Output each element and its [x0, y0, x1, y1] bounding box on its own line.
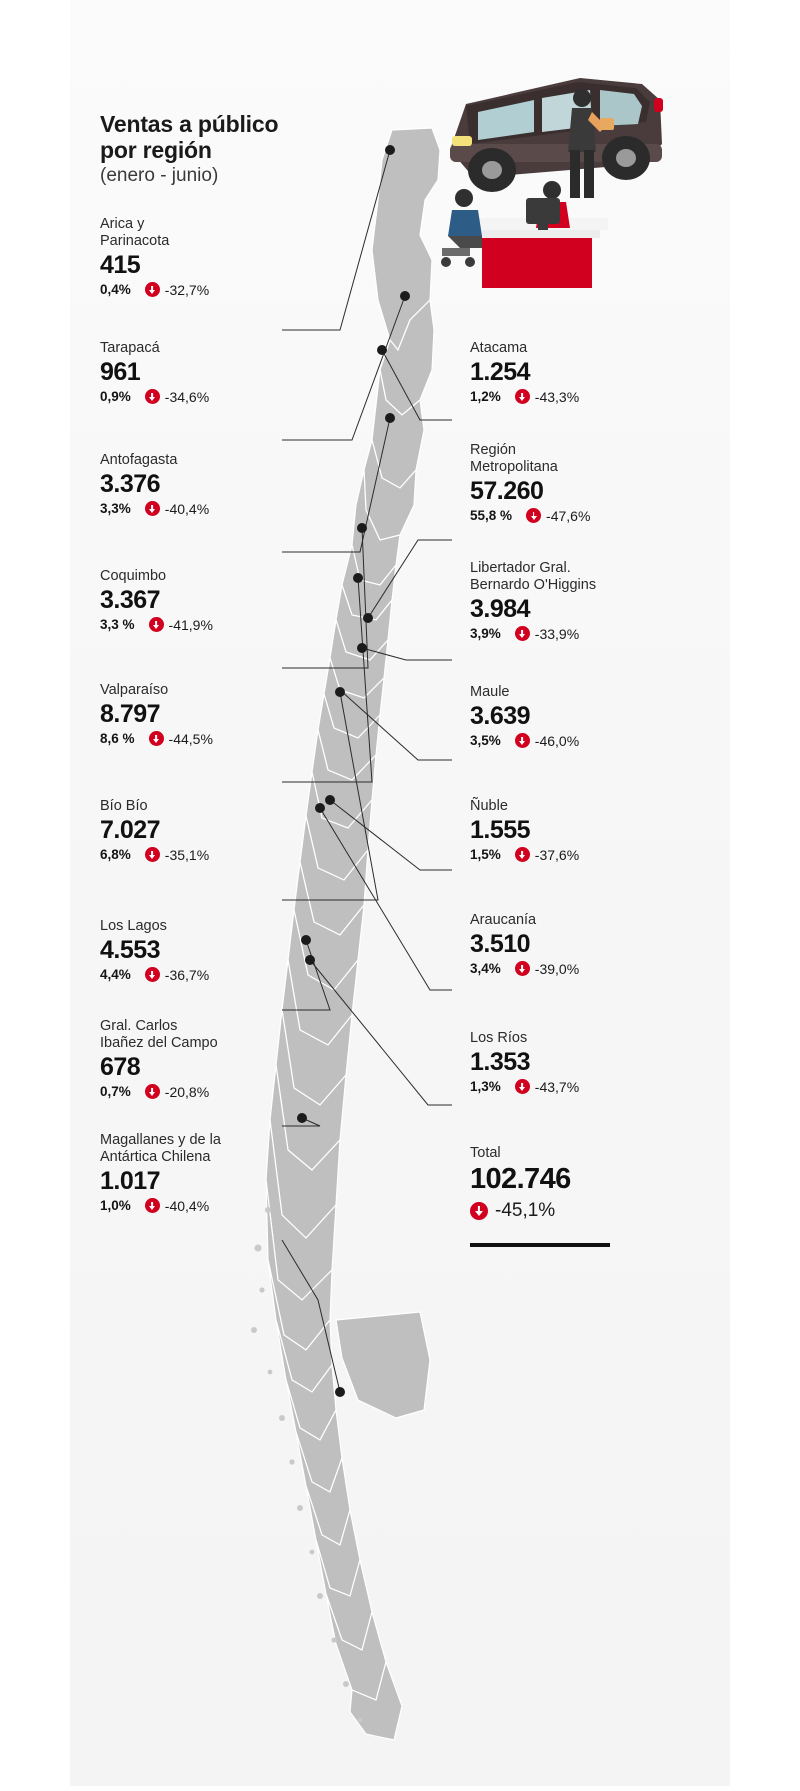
region-value: 7.027 [100, 816, 161, 845]
arrow-down-icon [145, 501, 160, 516]
region-share: 3,3 % [100, 617, 135, 633]
region-share: 1,5% [470, 847, 501, 863]
region-delta: -36,7% [164, 966, 210, 983]
region-entry-tarapaca [100, 340, 340, 405]
arrow-down-icon [515, 626, 530, 641]
region-entry-valparaiso [100, 682, 340, 747]
total-block [470, 1145, 670, 1222]
region-entry-antofagasta [100, 452, 340, 517]
region-name: Los Ríos [470, 1030, 528, 1046]
total-value: 102.746 [470, 1163, 571, 1195]
arrow-down-icon [515, 961, 530, 976]
region-delta: -41,9% [168, 616, 213, 633]
region-value: 1.017 [100, 1167, 161, 1196]
title-subtitle: (enero - junio) [100, 164, 219, 186]
arrow-down-icon [515, 389, 530, 404]
region-value: 961 [100, 358, 141, 387]
region-value: 415 [100, 251, 141, 280]
region-name-line2: Antártica Chilena [100, 1149, 211, 1166]
region-name: Arica y [100, 216, 145, 232]
region-value: 678 [100, 1053, 141, 1082]
region-name: Coquimbo [100, 568, 167, 584]
region-value: 57.260 [470, 477, 544, 506]
region-value: 8.797 [100, 700, 161, 729]
region-entry-metropolitana [470, 442, 700, 524]
region-value: 3.984 [470, 595, 531, 624]
region-entry-los-lagos [100, 918, 340, 983]
region-entry-araucania [470, 912, 700, 977]
region-share: 1,0% [100, 1198, 131, 1214]
region-share: 0,4% [100, 282, 131, 298]
region-delta: -32,7% [164, 281, 210, 298]
region-share: 3,9% [470, 626, 501, 642]
region-value: 1.353 [470, 1048, 531, 1077]
region-share: 1,2% [470, 389, 501, 405]
region-value: 4.553 [100, 936, 161, 965]
arrow-down-icon [145, 967, 160, 982]
region-name: Antofagasta [100, 452, 178, 468]
arrow-down-icon [149, 617, 164, 632]
region-value: 3.367 [100, 586, 161, 615]
region-name: Gral. Carlos [100, 1018, 178, 1034]
region-entry-atacama [470, 340, 700, 405]
arrow-down-icon [145, 1084, 160, 1099]
region-entry-ohiggins [470, 560, 700, 642]
region-name: Los Lagos [100, 918, 167, 934]
region-share: 4,4% [100, 967, 131, 983]
title-line-2: por región [100, 136, 212, 163]
arrow-down-icon [526, 508, 541, 523]
arrow-down-icon [515, 733, 530, 748]
region-name-line2: Bernardo O'Higgins [470, 577, 597, 594]
region-entry-coquimbo [100, 568, 340, 633]
suv-icon [450, 78, 663, 192]
region-name: Maule [470, 684, 510, 700]
region-delta: -20,8% [164, 1083, 210, 1100]
total-label: Total [470, 1145, 501, 1161]
region-name: Magallanes y de la [100, 1132, 221, 1148]
region-delta: -44,5% [168, 730, 213, 747]
region-share: 3,4% [470, 961, 501, 977]
region-value: 3.639 [470, 702, 531, 731]
total-delta: -45,1% [495, 1199, 556, 1221]
arrow-down-icon [470, 1202, 488, 1220]
arrow-down-icon [145, 282, 160, 297]
region-name: Valparaíso [100, 682, 169, 698]
region-delta: -37,6% [534, 846, 580, 863]
region-entry-nuble [470, 798, 700, 863]
title-line-1: Ventas a público [100, 111, 279, 137]
region-entry-arica [100, 216, 340, 298]
arrow-down-icon [515, 1079, 530, 1094]
region-delta: -43,3% [534, 388, 580, 405]
page-title [100, 112, 380, 187]
region-share: 55,8 % [470, 508, 513, 524]
region-entry-los-rios [470, 1030, 700, 1095]
region-name-line2: Metropolitana [470, 459, 558, 476]
illustration-car-and-dealer [430, 40, 750, 330]
region-entry-biobio [100, 798, 340, 863]
region-share: 1,3% [470, 1079, 501, 1095]
region-share: 6,8% [100, 847, 131, 863]
region-delta: -39,0% [534, 960, 580, 977]
region-name: Ñuble [470, 798, 508, 814]
region-name: Libertador Gral. [470, 560, 571, 576]
region-delta: -35,1% [164, 846, 210, 863]
region-value: 1.254 [470, 358, 531, 387]
region-value: 3.510 [470, 930, 531, 959]
region-share: 0,7% [100, 1084, 131, 1100]
arrow-down-icon [145, 847, 160, 862]
region-delta: -40,4% [164, 500, 210, 517]
sales-desk-scene [441, 181, 608, 288]
region-share: 0,9% [100, 389, 131, 405]
region-delta: -33,9% [534, 625, 580, 642]
region-name: Araucanía [470, 912, 537, 928]
region-name-line2: Ibañez del Campo [100, 1035, 218, 1052]
region-name: Bío Bío [100, 798, 148, 814]
arrow-down-icon [145, 389, 160, 404]
region-name: Región [470, 442, 516, 458]
region-entry-maule [470, 684, 700, 749]
arrow-down-icon [145, 1198, 160, 1213]
region-name: Atacama [470, 340, 528, 356]
region-share: 3,3% [100, 501, 131, 517]
region-delta: -43,7% [534, 1078, 580, 1095]
total-underline [470, 1243, 610, 1247]
region-name: Tarapacá [100, 340, 160, 356]
region-delta: -46,0% [534, 732, 580, 749]
arrow-down-icon [515, 847, 530, 862]
region-entry-aysen [100, 1018, 340, 1100]
region-entry-magallanes [100, 1132, 340, 1214]
region-delta: -40,4% [164, 1197, 210, 1214]
region-share: 3,5% [470, 733, 501, 749]
region-delta: -47,6% [546, 507, 591, 524]
region-delta: -34,6% [164, 388, 210, 405]
region-value: 1.555 [470, 816, 531, 845]
region-share: 8,6 % [100, 731, 135, 747]
region-value: 3.376 [100, 470, 161, 499]
region-name-line2: Parinacota [100, 233, 170, 250]
arrow-down-icon [149, 731, 164, 746]
